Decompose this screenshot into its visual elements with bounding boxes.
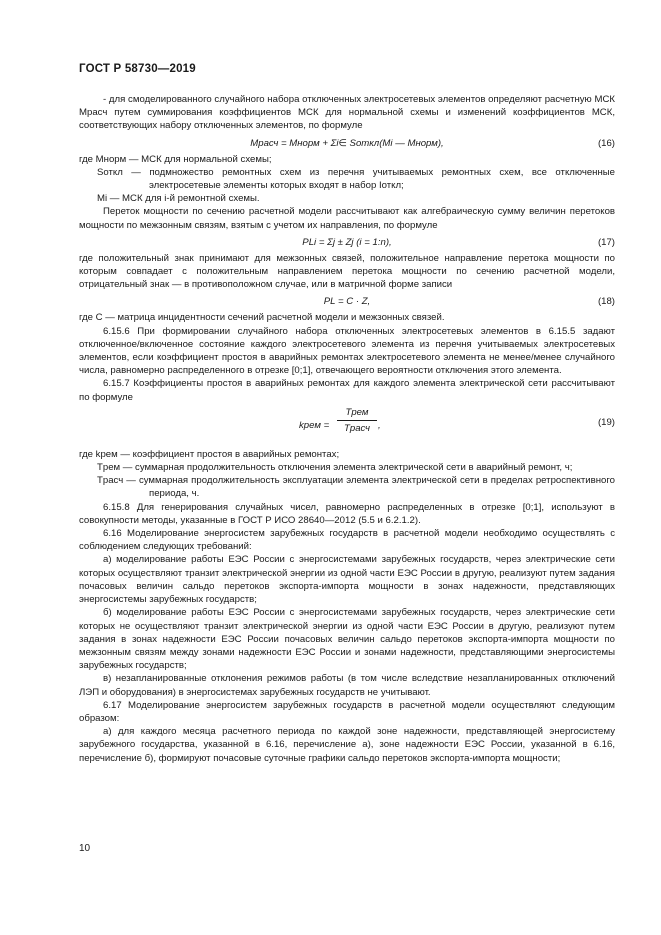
document-header: ГОСТ Р 58730—2019 (79, 63, 196, 75)
document-body (79, 93, 615, 765)
where-item: где C — матрица инцидентности сечений расчетной модели и межзонных связей. (79, 312, 445, 324)
paragraph: 6.15.8 Для генерирования случайных чисел, равномерно распределенных в отрезке [0;1], используют в совокупности методы, указанные в ГОСТ Р ИСО 28640—2012 (5.5 и 6.2.1.2). (79, 501, 615, 526)
list-item: в) незапланированные отклонения режимов работы (в том числе вследствие незапланированных отключений ЛЭП и оборудования) в энергосистемах зарубежных государств не учитывают. (79, 673, 615, 698)
formula-number: (19) (597, 416, 615, 428)
paragraph: - для смоделированного случайного набора отключенных электросетевых элементов определяют расчетную МСК Mрасч путем суммирования коэффициентов МСК для нормальной схемы и изменений коэффициентов МСК, соответствующих набору отключенных элементов, по формуле (79, 94, 615, 132)
formula-19 (79, 406, 615, 448)
where-list (79, 448, 615, 501)
paragraph: 6.16 Моделирование энергосистем зарубежных государств в расчетной модели необходимо осуществлять с соблюдением следующих требований: (79, 528, 615, 553)
formula-16 (79, 135, 615, 152)
list-item: б) моделирование работы ЕЭС России с энергосистемами зарубежных государств, через электрические сети которых не осуществляют транзит электрической энергии из одной части ЕЭС России в другую, реализуют путем задания в зонах надежности ЕЭС России почасовых величин сальдо перетоков экспорта-импорта мощности по межзонным связям между зонами надежности ЕЭС России и зонами надежности, представляющими энергосистемы зарубежных государств; (79, 607, 615, 672)
fraction-numerator: Tрем (337, 406, 377, 421)
formula-expression: PL = C · Z, (323, 296, 371, 308)
where-item: где kрем — коэффициент простоя в аварийных ремонтах; (79, 448, 340, 460)
formula-number: (18) (597, 296, 615, 308)
fraction (337, 406, 377, 435)
where-item: Tрасч — суммарная продолжительность эксплуатации элемента электрической сети в пределах ретроспективного периода, ч. (97, 475, 615, 500)
paragraph: Переток мощности по сечению расчетной модели рассчитывают как алгебраическую сумму величин перетоков мощности по межзонным связям, взятым с учетом их направления, по формуле (79, 206, 615, 231)
where-list (79, 153, 615, 206)
formula-punctuation: , (378, 419, 381, 431)
where-item: Mi — МСК для i-й ремонтной схемы. (97, 193, 260, 205)
formula-expression: Mрасч = Mнорм + Σi∈ Sоткл(Mi — Mнорм), (250, 137, 444, 149)
formula-18 (79, 293, 615, 310)
where-item: Tрем — суммарная продолжительность отключения элемента электрической сети в аварийный ремонт, ч; (97, 462, 573, 474)
list-item: а) для каждого месяца расчетного периода по каждой зоне надежности, представляющей энергосистему зарубежного государства, указанной в 6.16, перечисление а), зоне надежности ЕЭС России, указанной в 6.16, перечисление б), формируют почасовые суточные графики сальдо перетоков экспорта-импорта мощности; (79, 726, 615, 764)
page-number: 10 (79, 843, 91, 854)
paragraph: 6.15.7 Коэффициенты простоя в аварийных ремонтах для каждого элемента электрической сети рассчитывают по формуле (79, 378, 615, 403)
formula-number: (17) (597, 236, 615, 248)
formula-lhs: kрем = (299, 419, 330, 431)
where-item: где Mнорм — МСК для нормальной схемы; (79, 153, 272, 165)
formula-17 (79, 234, 615, 251)
paragraph: где положительный знак принимают для межзонных связей, положительное направление перетока мощности по которым совпадает с положительным направлением перетока мощности по сечению расчетной модели, отрицательный знак — в противоположном случае, или в матричной форме записи (79, 252, 615, 291)
fraction-denominator: Tрасч (344, 423, 370, 435)
formula-number: (16) (597, 137, 615, 149)
paragraph: 6.17 Моделирование энергосистем зарубежных государств в расчетной модели осуществляют следующим образом: (79, 699, 615, 724)
formula-expression: PLi = Σj ± Zj (i = 1:n), (302, 236, 392, 248)
where-item: Sоткл — подмножество ремонтных схем из перечня учитываемых ремонтных схем, все отключенные электросетевые элементы которых входят в набор Iоткл; (97, 166, 615, 192)
paragraph: 6.15.6 При формировании случайного набора отключенных электросетевых элементов в 6.15.5 задают отключенное/включенное состояние каждого электросетевого элемента из перечня учитываемых электросетевых элементов, если коэффициент простоя в аварийных ремонтах электросетевого элемента не менее/менее случайного числа, равномерно распределенного в отрезке [0;1], отвечающего вероятности отключения этого элемента. (79, 325, 615, 377)
list-item: а) моделирование работы ЕЭС России с энергосистемами зарубежных государств, через электрические сети которых осуществляют транзит электрической энергии из одной части ЕЭС России в другую, реализуют путем задания почасовых величин сальдо перетоков экспорта-импорта мощности в зонах надежности, представляющих энергосистемы зарубежных государств; (79, 554, 615, 606)
